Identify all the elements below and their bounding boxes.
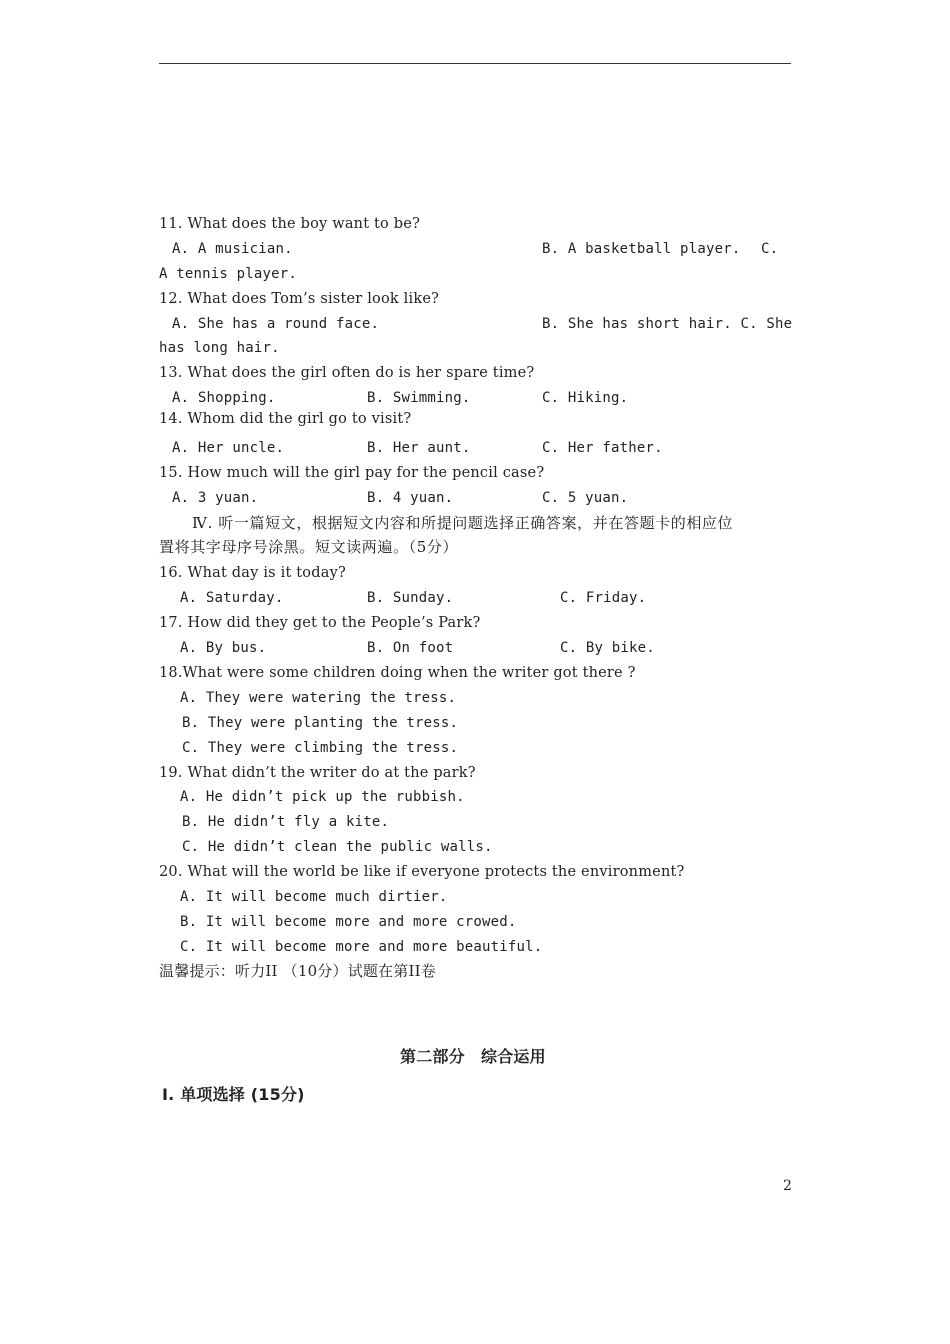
q11-option-b: B. A basketball player. bbox=[542, 241, 741, 257]
q13-option-c: C. Hiking. bbox=[542, 390, 629, 406]
q17-option-b: B. On foot bbox=[367, 640, 454, 656]
q13-option-b: B. Swimming. bbox=[367, 390, 471, 406]
q11-option-c-cont: A tennis player. bbox=[159, 266, 298, 282]
question-11: 11. What does the boy want to be? bbox=[159, 216, 421, 232]
question-14: 14. Whom did the girl go to visit? bbox=[159, 411, 412, 427]
q17-option-c: C. By bike. bbox=[560, 640, 655, 656]
q16-option-c: C. Friday. bbox=[560, 590, 647, 606]
question-13: 13. What does the girl often do is her spare time? bbox=[159, 365, 535, 381]
q11-option-a: A. A musician. bbox=[172, 241, 293, 257]
question-12: 12. What does Tom’s sister look like? bbox=[159, 291, 440, 307]
q18-option-c: C. They were climbing the tress. bbox=[182, 740, 459, 756]
q20-option-a: A. It will become much dirtier. bbox=[180, 889, 448, 905]
q14-option-b: B. Her aunt. bbox=[367, 440, 471, 456]
part-2-title: 第二部分 综合运用 bbox=[400, 1047, 546, 1066]
listening-tip: 温馨提示：听力II （10分）试题在第II卷 bbox=[159, 962, 436, 980]
section-1-title: Ⅰ. 单项选择 (15分) bbox=[162, 1085, 305, 1104]
question-18: 18.What were some children doing when the writer got there ? bbox=[159, 665, 636, 681]
q14-option-c: C. Her father. bbox=[542, 440, 663, 456]
q15-option-c: C. 5 yuan. bbox=[542, 490, 629, 506]
q16-option-a: A. Saturday. bbox=[180, 590, 284, 606]
question-15: 15. How much will the girl pay for the pencil case? bbox=[159, 465, 545, 481]
question-19: 19. What didn’t the writer do at the park? bbox=[159, 765, 476, 781]
q18-option-a: A. They were watering the tress. bbox=[180, 690, 457, 706]
q18-option-b: B. They were planting the tress. bbox=[182, 715, 459, 731]
q14-option-a: A. Her uncle. bbox=[172, 440, 285, 456]
q19-option-b: B. He didn’t fly a kite. bbox=[182, 814, 390, 830]
q12-option-c-cont: has long hair. bbox=[159, 340, 280, 356]
question-20: 20. What will the world be like if everyone protects the environment? bbox=[159, 864, 685, 880]
section-4-instruction-cont: 置将其字母序号涂黑。短文读两遍。（5分） bbox=[159, 538, 459, 556]
question-16: 16. What day is it today? bbox=[159, 565, 346, 581]
q16-option-b: B. Sunday. bbox=[367, 590, 454, 606]
q11-option-c: C. bbox=[761, 241, 779, 257]
question-17: 17. How did they get to the People’s Park? bbox=[159, 615, 481, 631]
q13-option-a: A. Shopping. bbox=[172, 390, 276, 406]
q12-option-a: A. She has a round face. bbox=[172, 316, 380, 332]
q20-option-c: C. It will become more and more beautiful. bbox=[180, 939, 543, 955]
q17-option-a: A. By bus. bbox=[180, 640, 267, 656]
q15-option-b: B. 4 yuan. bbox=[367, 490, 454, 506]
q20-option-b: B. It will become more and more crowed. bbox=[180, 914, 517, 930]
q19-option-a: A. He didn’t pick up the rubbish. bbox=[180, 789, 465, 805]
header-rule bbox=[159, 63, 791, 64]
section-4-instruction: Ⅳ. 听一篇短文，根据短文内容和所提问题选择正确答案，并在答题卡的相应位 bbox=[192, 514, 734, 532]
q19-option-c: C. He didn’t clean the public walls. bbox=[182, 839, 493, 855]
page-number: 2 bbox=[783, 1178, 792, 1194]
q12-option-b: B. She has short hair. C. She bbox=[542, 316, 793, 332]
q15-option-a: A. 3 yuan. bbox=[172, 490, 259, 506]
